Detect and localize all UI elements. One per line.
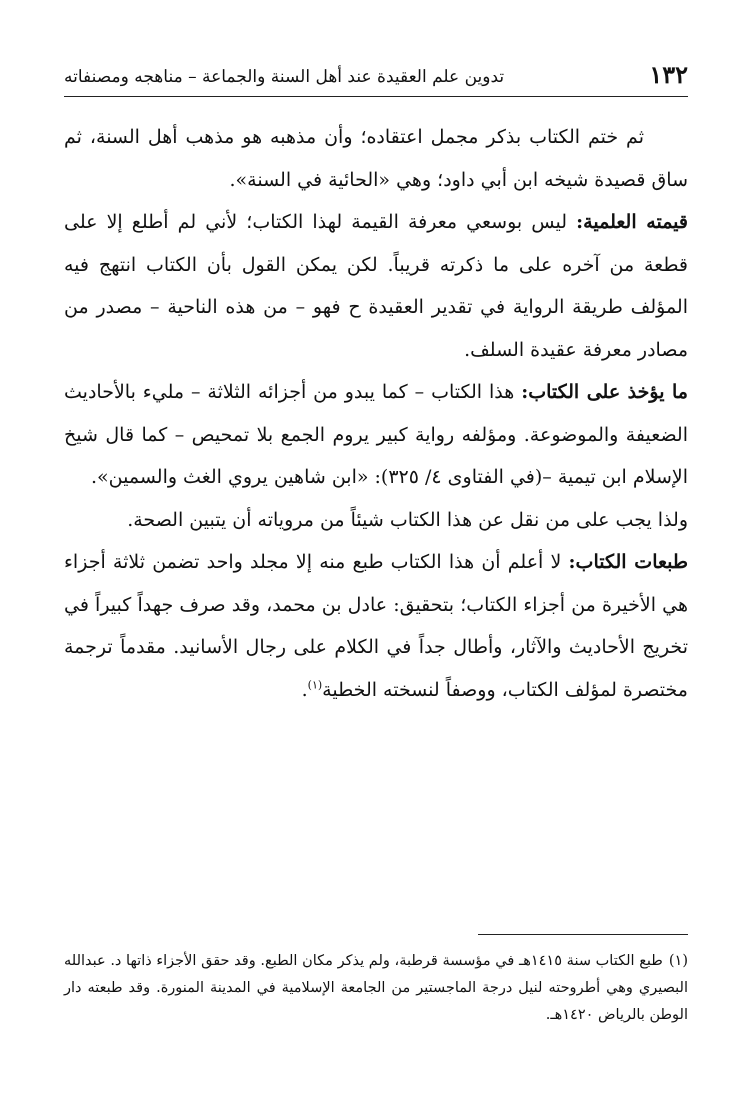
paragraph-criticism — [64, 371, 688, 499]
running-title: تدوين علم العقيدة عند أهل السنة والجماعة – مناهجه ومصنفاته — [64, 67, 505, 87]
section-term-criticism: ما يؤخذ على الكتاب: — [521, 381, 688, 403]
footnote-number: (١) — [668, 953, 688, 969]
header-rule — [64, 96, 688, 97]
footnotes — [64, 948, 688, 1029]
main-text — [64, 116, 688, 711]
section-term-scholarly-value: قيمته العلمية: — [576, 211, 688, 233]
page-header — [64, 58, 688, 98]
section-term-editions: طبعات الكتاب: — [568, 551, 689, 573]
paragraph-scholarly-value — [64, 201, 688, 371]
paragraph-caution — [64, 499, 688, 542]
paragraph-text: ثم ختم الكتاب بذكر مجمل اعتقاده؛ وأن مذهبه هو مذهب أهل السنة، ثم ساق قصيدة شيخه ابن أبي داود؛ وهي «الحائية في السنة». — [64, 126, 688, 191]
paragraph-text: هذا الكتاب – كما يبدو من أجزائه الثلاثة – مليء بالأحاديث الضعيفة والموضوعة. ومؤلفه رواية كبير يروم الجمع بلا تمحيص – كما قال شيخ الإسلام ابن تيمية –(في الفتاوى ٤/ ٣٢٥): «ابن شاهين يروي الغث والسمين». — [64, 381, 688, 488]
footnote-separator — [478, 934, 688, 935]
footnote-reference: (١) — [307, 678, 323, 692]
paragraph-end: . — [301, 678, 308, 701]
paragraph-text: ليس بوسعي معرفة القيمة لهذا الكتاب؛ لأني لم أطلع إلا على قطعة من آخره على ما ذكرته قريباً. لكن يمكن القول بأن الكتاب انتهج فيه المؤلف طريقة الرواية في تقدير العقيدة ح فهو – من هذه الناحية – مصدر من مصادر معرفة عقيدة السلف. — [64, 211, 688, 361]
footnote-text: طبع الكتاب سنة ١٤١٥هـ في مؤسسة قرطبة، ولم يذكر مكان الطبع. وقد حقق الأجزاء ذاتها د. عبدالله البصيري وهي أطروحته لنيل درجة الماجستير من الجامعة الإسلامية في المدينة المنورة. وقد طبعته دار الوطن بالرياض ١٤٢٠هـ. — [64, 953, 688, 1023]
paragraph-text: ولذا يجب على من نقل عن هذا الكتاب شيئاً من مروياته أن يتبين الصحة. — [127, 508, 688, 531]
paragraph-editions — [64, 541, 688, 711]
footnote-1 — [64, 948, 688, 1029]
page-number: ١٣٢ — [649, 60, 688, 89]
paragraph-conclusion — [64, 116, 688, 201]
paragraph-text: لا أعلم أن هذا الكتاب طبع منه إلا مجلد واحد تضمن ثلاثة أجزاء هي الأخيرة من أجزاء الكتاب؛ بتحقيق: عادل بن محمد، وقد صرف جهداً كبيراً في تخريج الأحاديث والآثار، وأطال جداً في الكلام على رجال الأسانيد. مقدماً ترجمة مختصرة لمؤلف الكتاب، ووصفاً لنسخته الخطية — [64, 551, 688, 701]
